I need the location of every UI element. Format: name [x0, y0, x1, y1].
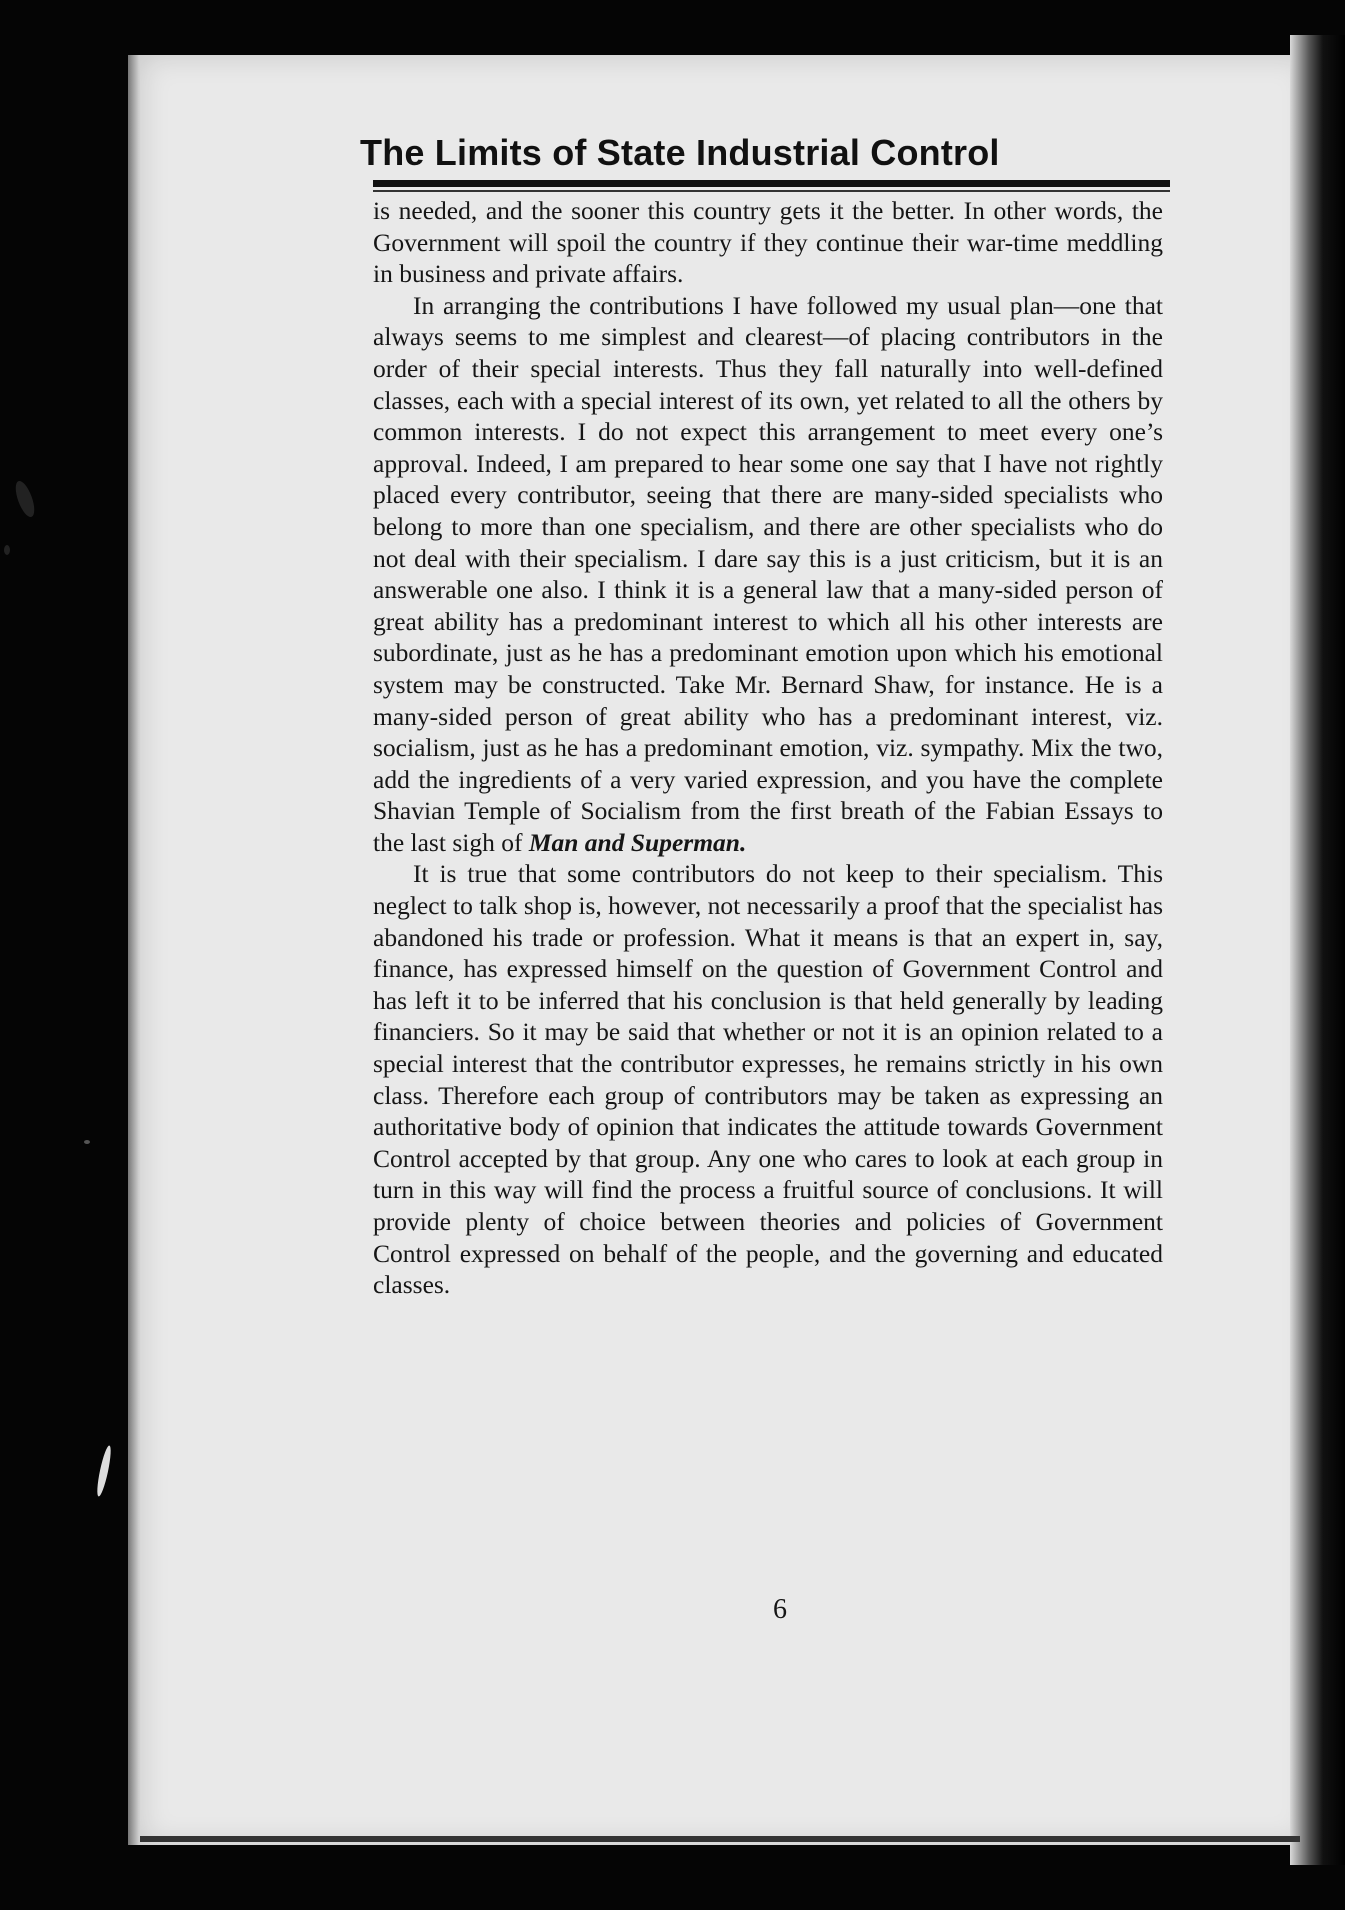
header-rule-thin — [373, 190, 1170, 192]
book-title-italic: Man and Superman. — [528, 827, 747, 857]
paragraph-arrangement — [373, 290, 1163, 859]
book-gutter-shadow — [1290, 35, 1345, 1865]
scan-speck — [12, 479, 38, 519]
paragraph-arrangement-text: In arranging the contributions I have followed my usual plan—one that always seems to me simplest and clearest—of placing contributors in the order of their special interests. Thus they fall naturally into well-defined classes, each with a special interest of its own, yet related to all the others by common interests. I do not expect this arrangement to meet every one’s approval. Indeed, I am prepared to hear some one say that I have not rightly placed every contributor, seeing that there are many-sided specialists who belong to more than one specialism, and there are other specialists who do not deal with their specialism. I dare say this is a just criticism, but it is an answerable one also. I think it is a general law that a many-sided person of great ability has a predominant interest to which all his other interests are subordinate, just as he has a predominant emotion upon which his emotional system may be constructed. Take Mr. Bernard Shaw, for instance. He is a many-sided person of great ability who has a predominant interest, viz. socialism, just as he has a predominant emotion, viz. sympathy. Mix the two, add the ingredients of a very varied expression, and you have the complete Shavian Temple of Socialism from the first breath of the Fabian Essays to the last sigh of — [373, 290, 1163, 857]
scan-speck — [4, 545, 10, 555]
page-bottom-edge — [140, 1836, 1300, 1842]
header-rule — [373, 180, 1170, 187]
paragraph-specialism: It is true that some contributors do not keep to their specialism. This neglect to talk shop is, however, not necessarily a proof that the specialist has abandoned his trade or profession. What it means is that an expert in, say, finance, has expressed himself on the question of Government Control and has left it to be inferred that his conclusion is that held generally by leading financiers. So it may be said that whether or not it is an opinion related to a special interest that the contributor expresses, he remains strictly in his own class. Therefore each group of contributors may be taken as expressing an authoritative body of opinion that indicates the attitude towards Government Control accepted by that group. Any one who cares to look at each group in turn in this way will find the process a fruitful source of conclusions. It will provide plenty of choice between theories and policies of Government Control expressed on behalf of the people, and the governing and educated classes. — [373, 859, 1163, 1300]
paragraph-continuation: is needed, and the sooner this country gets it the better. In other words, the Government will spoil the country if they continue their war-time meddling in business and private affairs. — [373, 196, 1163, 289]
body-text — [373, 195, 1163, 1301]
running-title: The Limits of State Industrial Control — [360, 132, 1000, 173]
scan-speck — [84, 1140, 90, 1144]
scan-speck — [95, 1445, 114, 1498]
page-number: 6 — [773, 1594, 787, 1625]
